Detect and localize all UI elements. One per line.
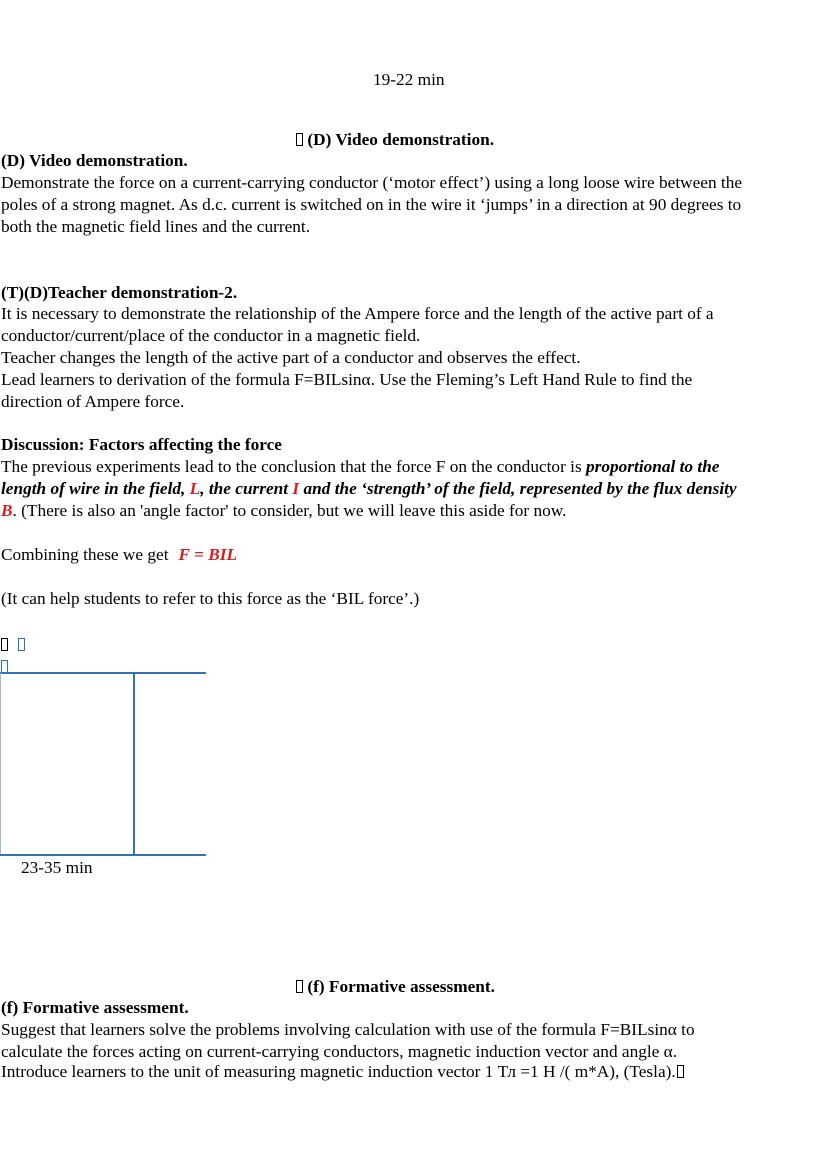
glyph-row-2 — [1, 656, 8, 678]
symbol-B: B — [1, 501, 13, 520]
discussion-line-2: length of wire in the field, L, the current I and the ‘strength’ of the field, represented by the flux density — [1, 479, 737, 498]
time-label-top: 19-22 min — [373, 70, 445, 89]
missing-glyph-icon — [1, 638, 8, 651]
table-column-divider — [133, 673, 135, 855]
discussion-line-3: B. (There is also an 'angle factor' to consider, but we will leave this aside for now. — [1, 501, 567, 520]
table-left-border — [0, 673, 1, 855]
glyph-row-1 — [1, 634, 25, 656]
table-top-border — [0, 672, 206, 674]
symbol-L: L — [189, 479, 201, 498]
centered-heading-formative: (f) Formative assessment. — [296, 976, 495, 998]
centered-heading-video: (D) Video demonstration. — [296, 129, 494, 151]
teacher-line-3: Teacher changes the length of the active part of a conductor and observes the effect. — [1, 348, 581, 367]
combining-line: Combining these we get F = BIL — [1, 545, 238, 564]
heading-video: (D) Video demonstration. — [1, 151, 188, 170]
teacher-line-2: conductor/current/place of the conductor in a magnetic field. — [1, 326, 421, 345]
formative-line-3: Introduce learners to the unit of measuring magnetic induction vector 1 Тл =1 Н /( m*A), (Tesla). — [1, 1061, 684, 1083]
heading-teacher: (T)(D)Teacher demonstration-2. — [1, 283, 238, 302]
video-line-2: poles of a strong magnet. As d.c. current is switched on in the wire it ‘jumps’ in a direction at 90 degrees to — [1, 195, 742, 214]
missing-glyph-icon — [296, 980, 303, 993]
heading-discussion: Discussion: Factors affecting the force — [1, 435, 282, 454]
teacher-line-5: direction of Ampere force. — [1, 392, 185, 411]
formula-bil: F = BIL — [178, 545, 238, 564]
heading-formative: (f) Formative assessment. — [1, 998, 189, 1017]
video-line-1: Demonstrate the force on a current-carrying conductor (‘motor effect’) using a long loose wire between the — [1, 173, 743, 192]
bil-note: (It can help students to refer to this force as the ‘BIL force’.) — [1, 589, 420, 608]
missing-glyph-icon — [296, 133, 303, 146]
teacher-line-1: It is necessary to demonstrate the relationship of the Ampere force and the length of the active part of a — [1, 304, 714, 323]
table-bottom-border — [0, 854, 206, 856]
symbol-I: I — [292, 479, 300, 498]
time-label-mid: 23-35 min — [21, 858, 93, 877]
video-line-3: both the magnetic field lines and the current. — [1, 217, 311, 236]
missing-glyph-icon — [18, 638, 25, 651]
formative-line-1: Suggest that learners solve the problems involving calculation with use of the formula F=BILsinα to — [1, 1020, 695, 1039]
formative-line-2: calculate the forces acting on current-carrying conductors, magnetic induction vector and angle α. — [1, 1042, 678, 1061]
discussion-line-1: The previous experiments lead to the conclusion that the force F on the conductor is proportional to the — [1, 457, 720, 476]
missing-glyph-icon — [677, 1065, 684, 1078]
teacher-line-4: Lead learners to derivation of the formula F=BILsinα. Use the Fleming’s Left Hand Rule to find the — [1, 370, 693, 389]
